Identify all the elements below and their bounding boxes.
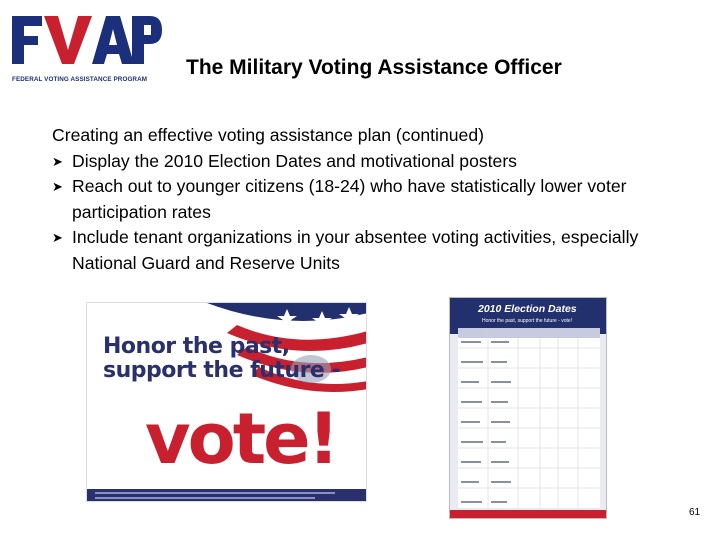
logo-tagline: FEDERAL VOTING ASSISTANCE PROGRAM <box>12 76 148 83</box>
intro-text: Creating an effective voting assistance plan (continued) <box>52 125 484 145</box>
arrow-bullet-icon: ➤ <box>52 230 63 245</box>
arrow-bullet-icon: ➤ <box>52 179 63 194</box>
arrow-bullet-icon: ➤ <box>52 153 63 169</box>
slide-title: The Military Voting Assistance Officer <box>186 56 562 79</box>
poster-headline-line: support the future - <box>103 358 341 383</box>
election-dates-table-graphic <box>458 328 600 508</box>
poster-headline <box>103 335 340 383</box>
bullet-text: Display the 2010 Election Dates and motivational posters <box>72 150 517 171</box>
bullet-item <box>52 149 692 175</box>
poster-footer <box>87 489 367 502</box>
poster-vote-word: vote! <box>145 398 337 480</box>
page-number: 61 <box>689 507 701 518</box>
fvap-logo <box>10 12 162 90</box>
fvap-logo-letters <box>10 12 162 68</box>
election-dates-poster-footer <box>450 510 607 519</box>
bullet-item <box>52 225 692 276</box>
bullet-item <box>52 174 692 225</box>
election-dates-poster-image <box>449 297 607 519</box>
election-dates-poster-subtitle: Honor the past, support the future - vote! <box>482 318 573 324</box>
poster-headline-line: Honor the past, <box>103 334 290 359</box>
bullet-text: Reach out to younger citizens (18-24) who have statistically lower voter participation rates <box>72 176 627 222</box>
fine-print-line <box>95 497 315 499</box>
fine-print-line <box>95 492 335 494</box>
slide-body <box>52 123 692 276</box>
vote-poster-image <box>86 302 367 502</box>
election-dates-poster-title: 2010 Election Dates <box>478 303 577 315</box>
bullet-text: Include tenant organizations in your absentee voting activities, especially National Guard and Reserve Units <box>72 227 639 273</box>
